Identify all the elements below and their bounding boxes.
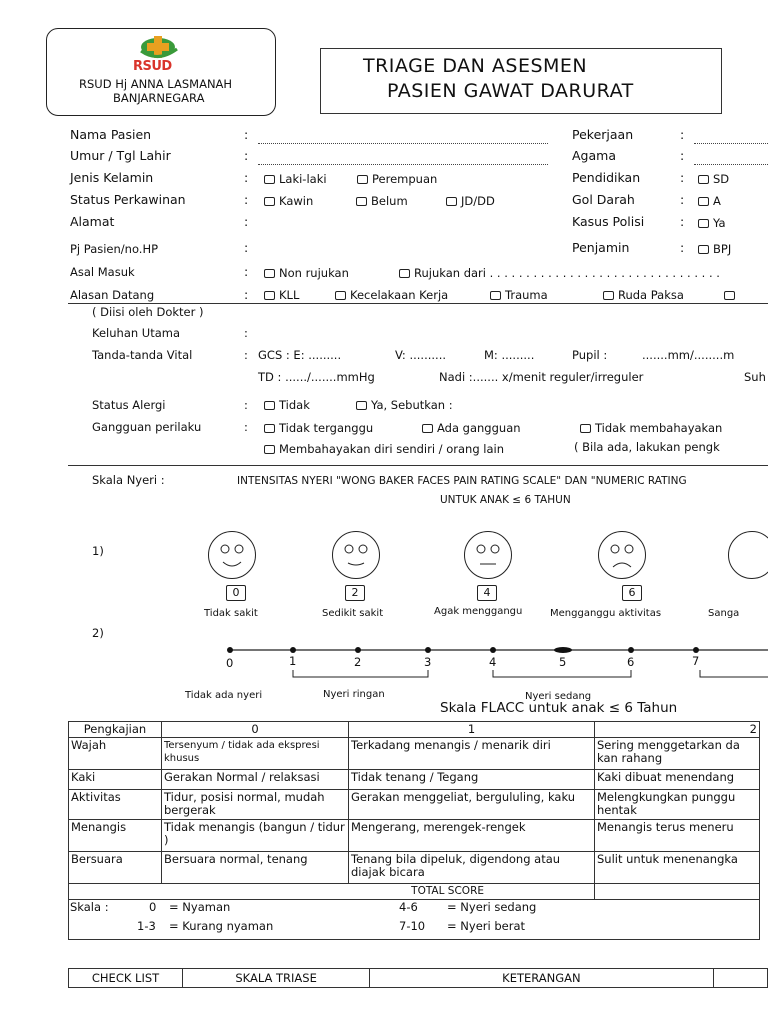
checkbox[interactable] [490,291,501,300]
pekerjaan-field[interactable] [694,143,768,144]
option-kawin[interactable] [264,194,313,208]
row-aktivitas-0[interactable]: Tidur, posisi normal, mudah bergerak [162,790,349,820]
option-label: Tidak membahayakan [595,421,723,435]
option-label: JD/DD [461,194,495,208]
sep: : [244,264,249,279]
face-4-label: Agak menggangu [434,606,523,617]
pain-heading: INTENSITAS NYERI "WONG BAKER FACES PAIN RATING SCALE" DAN "NUMERIC RATING [237,475,687,487]
checkbox[interactable] [422,424,433,433]
checkbox[interactable] [264,424,275,433]
scale-num-7: 7 [692,654,700,668]
sep: : [680,148,685,163]
scale-text-2: = Nyeri sedang [447,900,537,914]
checkbox[interactable] [264,401,275,410]
checkbox[interactable] [698,175,709,184]
scale-text-0: = Nyaman [169,900,231,914]
scale-text-1: = Kurang nyaman [169,919,274,933]
range-nyeri-sedang: Nyeri sedang [525,691,592,702]
row-menangis-2[interactable]: Menangis terus meneru [595,820,760,852]
face-8-label: Sanga [708,608,740,619]
option-label: Kecelakaan Kerja [350,288,449,302]
checkbox[interactable] [698,219,709,228]
slight-smile-icon [333,532,379,578]
checkbox[interactable] [264,269,275,278]
row-aktivitas-1[interactable]: Gerakan menggeliat, bergululing, kaku [349,790,595,820]
face-0-number: 0 [226,585,246,601]
row-wajah-label: Wajah [69,738,162,770]
header-score-1: 1 [349,722,595,738]
face-0-label: Tidak sakit [204,608,258,619]
option-label: Ruda Paksa [618,288,684,302]
option-alergi-ya[interactable] [356,398,453,412]
keterangan-header: KETERANGAN [370,969,714,988]
checkbox[interactable] [698,245,709,254]
range-nyeri-ringan: Nyeri ringan [323,689,385,700]
option-label: Non rujukan [279,266,349,280]
form-title-line2: PASIEN GAWAT DARURAT [387,80,634,102]
nama-field[interactable] [258,143,548,144]
hospital-logo-box [46,28,276,116]
label-tanda-vital: Tanda-tanda Vital [92,348,193,362]
divider [68,465,768,466]
label-status-perkawinan: Status Perkawinan [70,192,186,207]
sep: : [244,127,249,142]
header-score-2: 2 [595,722,760,738]
checkbox[interactable] [603,291,614,300]
face-8-icon[interactable] [728,531,768,579]
row-menangis-1[interactable]: Mengerang, merengek-rengek [349,820,595,852]
nadi-field[interactable]: Nadi :....... x/menit reguler/irreguler [439,370,644,384]
sep: : [244,192,249,207]
option-label: SD [713,172,730,186]
item-2-label: 2) [92,626,104,640]
row-wajah-0[interactable]: Tersenyum / tidak ada ekspresi khusus [162,738,349,770]
option-label: A [713,194,721,208]
face-4-number: 4 [477,585,497,601]
hospital-city: BANJARNEGARA [113,91,205,105]
td-field[interactable]: TD : ....../.......mmHg [258,370,375,384]
checkbox[interactable] [264,445,275,454]
scale-range-3: 7-10 [399,919,426,933]
checkbox[interactable] [335,291,346,300]
sep: : [680,170,685,185]
label-alamat: Alamat [70,214,115,229]
numeric-scale [0,640,768,690]
sep: : [244,326,248,340]
sep: : [680,127,685,142]
sep: : [680,192,685,207]
scale-num-0: 0 [226,656,234,670]
extra-header [713,969,767,988]
item-1-label: 1) [92,544,104,558]
sep: : [680,240,685,255]
option-bpjs[interactable] [698,242,731,256]
label-gangguan-perilaku: Gangguan perilaku [92,420,202,434]
option-label: Ada gangguan [437,421,521,435]
scale-text-3: = Nyeri berat [447,919,526,933]
option-ruda-paksa[interactable] [603,288,684,302]
scale-num-4: 4 [489,655,497,669]
header-score-0: 0 [162,722,349,738]
option-perempuan[interactable] [357,172,437,186]
gcs-e[interactable]: GCS : E: ......... [258,348,342,362]
row-menangis-0[interactable]: Tidak menangis (bangun / tidur ) [162,820,349,852]
option-ada-gangguan[interactable] [422,421,521,435]
scale-num-2: 2 [354,655,362,669]
face-6-icon[interactable] [598,531,646,579]
row-kaki-0[interactable]: Gerakan Normal / relaksasi [162,770,349,790]
scale-num-6: 6 [627,655,635,669]
doctor-note: ( Diisi oleh Dokter ) [92,305,204,319]
checkbox[interactable] [580,424,591,433]
option-label: KLL [279,288,300,302]
face-6-label: Mengganggu aktivitas [550,608,662,619]
suhu-label: Suh [744,370,766,384]
sep: : [244,214,249,229]
option-label: Ya, Sebutkan : [371,398,453,412]
hospital-name: RSUD Hj ANNA LASMANAH [79,77,233,91]
label-alasan-datang: Alasan Datang [70,288,155,302]
sep: : [244,348,248,362]
option-laki-laki[interactable] [264,172,327,186]
label-jenis-kelamin: Jenis Kelamin [70,170,154,185]
row-aktivitas-2[interactable]: Melengkungkan punggu hentak [595,790,760,820]
scale-legend [69,900,760,940]
skala-triase-header: SKALA TRIASE [183,969,370,988]
label-nama: Nama Pasien [70,127,152,142]
label-umur: Umur / Tgl Lahir [70,148,171,163]
option-more[interactable] [724,288,739,302]
checklist-table [68,968,768,988]
label-pj-pasien: Pj Pasien/no.HP [70,242,159,256]
row-kaki-label: Kaki [69,770,162,790]
label-status-alergi: Status Alergi [92,398,166,412]
option-rujukan[interactable] [399,266,720,280]
label-agama: Agama [572,148,616,163]
option-label: Ya [713,216,726,230]
option-label: Belum [371,194,408,208]
option-kecelakaan-kerja[interactable] [335,288,448,302]
label-pendidikan: Pendidikan [572,170,641,185]
checkbox[interactable] [446,197,457,206]
checklist-header: CHECK LIST [69,969,183,988]
label-gol-darah: Gol Darah [572,192,635,207]
flacc-table [68,721,760,940]
row-bersuara-0[interactable]: Bersuara normal, tenang [162,852,349,884]
total-score-label: TOTAL SCORE [162,884,595,900]
frown-face-icon [599,532,645,578]
option-label: Laki-laki [279,172,327,186]
label-pekerjaan: Pekerjaan [572,127,634,142]
sep: : [244,287,249,302]
option-sd[interactable] [698,172,729,186]
divider [68,303,768,304]
option-membahayakan[interactable] [264,442,504,456]
header-pengkajian: Pengkajian [69,722,162,738]
pain-subheading: UNTUK ANAK ≤ 6 TAHUN [440,494,571,506]
option-a[interactable] [698,194,721,208]
checkbox[interactable] [357,175,368,184]
option-label: Membahayakan diri sendiri / orang lain [279,442,504,456]
row-menangis-label: Menangis [69,820,162,852]
label-keluhan-utama: Keluhan Utama [92,326,181,340]
option-tidak-membahayakan[interactable] [580,421,722,435]
pupil-label: Pupil : [572,348,608,362]
face-2-number: 2 [345,585,365,601]
option-alergi-tidak[interactable] [264,398,310,412]
row-aktivitas-label: Aktivitas [69,790,162,820]
row-bersuara-2[interactable]: Sulit untuk menenangka [595,852,760,884]
pupil-value[interactable]: .......mm/........m [642,348,735,362]
option-label: Trauma [505,288,548,302]
smile-icon [209,532,255,578]
row-bersuara-1[interactable]: Tenang bila dipeluk, digendong atau diajak bicara [349,852,595,884]
option-non-rujukan[interactable] [264,266,349,280]
scale-range-2: 4-6 [399,900,418,914]
sep: : [244,148,249,163]
sep: : [244,170,249,185]
total-score-value[interactable] [595,884,760,900]
row-kaki-2[interactable]: Kaki dibuat menendang [595,770,760,790]
umur-field[interactable] [258,164,548,165]
neutral-face-icon [465,532,511,578]
scale-num-1: 1 [289,654,297,668]
option-label: Rujukan dari . . . . . . . . . . . . . . . . . . . . . . . . . . . . . . . . [414,266,720,280]
checkbox[interactable] [698,197,709,206]
face-6-number: 6 [622,585,642,601]
sep: : [244,240,249,255]
label-skala-nyeri: Skala Nyeri : [92,473,165,487]
sep: : [244,398,248,412]
checkbox[interactable] [356,197,367,206]
agama-field[interactable] [694,164,768,165]
scale-num-3: 3 [424,655,432,669]
scale-num-5: 5 [559,655,567,669]
checkbox[interactable] [264,291,275,300]
form-title-box [320,48,722,114]
sep: : [680,214,685,229]
behavior-note: ( Bila ada, lakukan pengk [574,440,720,454]
scale-range-0: 0 [149,900,157,914]
option-label: Kawin [279,194,314,208]
scale-range-1: 1-3 [137,919,156,933]
sep: : [244,420,248,434]
gcs-v[interactable]: V: .......... [395,348,447,362]
option-trauma[interactable] [490,288,548,302]
face-2-label: Sedikit sakit [322,608,384,619]
logo-text: RSUD [133,59,172,74]
face-2-icon[interactable] [332,531,380,579]
scale-label: Skala : [70,900,109,914]
checkbox[interactable] [264,197,275,206]
option-jd-dd[interactable] [446,194,495,208]
row-bersuara-label: Bersuara [69,852,162,884]
option-belum[interactable] [356,194,408,208]
range-tidak-ada-nyeri: Tidak ada nyeri [185,690,263,701]
label-penjamin: Penjamin [572,240,630,255]
row-kaki-1[interactable]: Tidak tenang / Tegang [349,770,595,790]
option-tidak-terganggu[interactable] [264,421,373,435]
option-label: Tidak [279,398,310,412]
face-4-icon[interactable] [464,531,512,579]
flacc-title: Skala FLACC untuk anak ≤ 6 Tahun [440,700,678,716]
checkbox[interactable] [724,291,735,300]
checkbox[interactable] [399,269,410,278]
form-title-line1: TRIAGE DAN ASESMEN [363,55,588,77]
row-wajah-1[interactable]: Terkadang menangis / menarik diri [349,738,595,770]
option-label: Perempuan [372,172,438,186]
gcs-m[interactable]: M: ......... [484,348,535,362]
option-label: BPJ [713,242,732,256]
label-asal-masuk: Asal Masuk [70,265,135,279]
option-label: Tidak terganggu [279,421,374,435]
option-kll[interactable] [264,288,299,302]
label-kasus-polisi: Kasus Polisi [572,214,645,229]
face-0-icon[interactable] [208,531,256,579]
option-ya[interactable] [698,216,726,230]
checkbox[interactable] [356,401,367,410]
checkbox[interactable] [264,175,275,184]
row-wajah-2[interactable]: Sering menggetarkan da kan rahang [595,738,760,770]
